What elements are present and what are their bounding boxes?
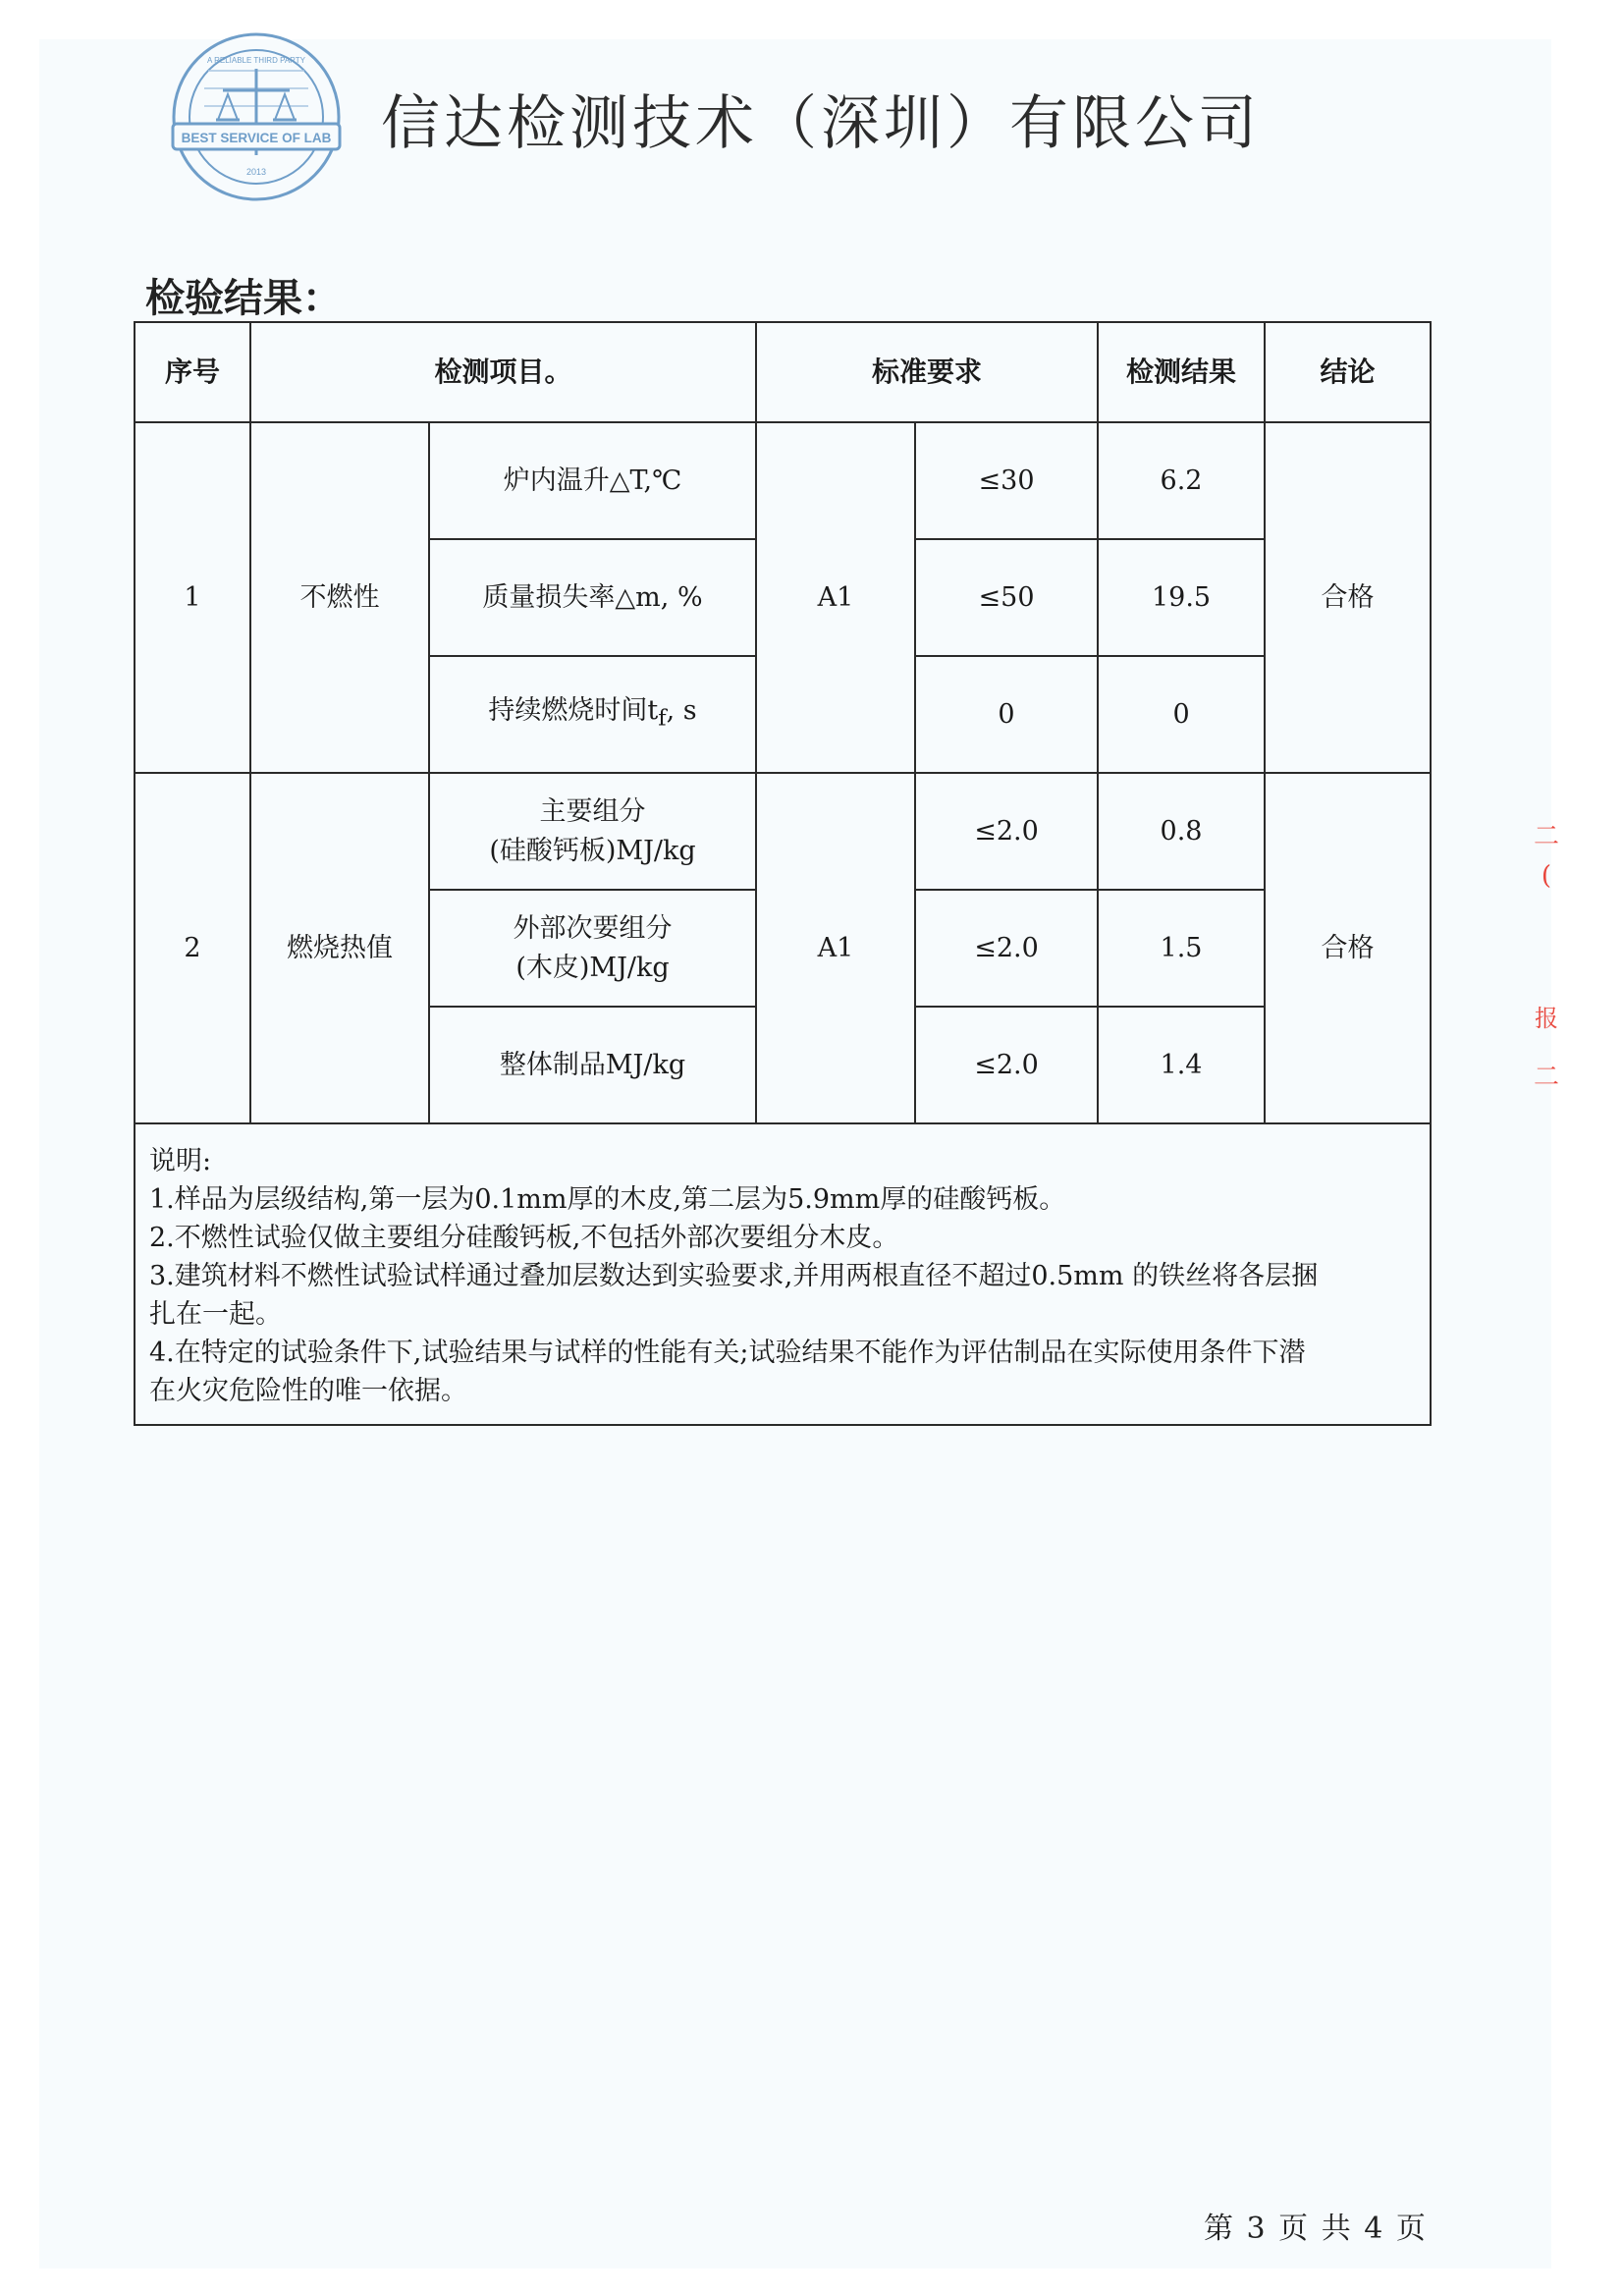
requirement-value: ≤2.0	[915, 773, 1098, 890]
item-label: 炉内温升△T,℃	[429, 422, 756, 539]
logo-arc-text: A RELIABLE THIRD PARTY	[206, 56, 306, 65]
item-label	[429, 890, 756, 1007]
table-header-row	[135, 322, 1431, 422]
notes-cell	[135, 1123, 1431, 1425]
notes-row	[135, 1123, 1431, 1425]
logo-year: 2013	[245, 167, 267, 177]
item-label	[429, 656, 756, 773]
item-label-line2: (硅酸钙板)MJ/kg	[489, 835, 696, 866]
section-title: 检验结果：	[145, 276, 342, 321]
note-line: 3.建筑材料不燃性试验试样通过叠加层数达到实验要求,并用两根直径不超过0.5mm 的铁丝将各层捆	[149, 1261, 1319, 1291]
requirement-value: ≤50	[915, 539, 1098, 656]
seal-char: (	[1541, 861, 1552, 891]
group2-grade: A1	[756, 773, 915, 1123]
notes-title: 说明:	[149, 1146, 212, 1176]
result-value: 1.5	[1098, 890, 1265, 1007]
group2-conclusion: 合格	[1265, 773, 1431, 1123]
header-conclusion: 结论	[1265, 322, 1431, 422]
header-standard: 标准要求	[756, 322, 1098, 422]
note-line: 在火灾危险性的唯一依据。	[149, 1376, 467, 1406]
result-value: 0.8	[1098, 773, 1265, 890]
lab-logo	[169, 29, 344, 204]
note-line: 4.在特定的试验条件下,试验结果与试样的性能有关;试验结果不能作为评估制品在实际使用条件下潜	[149, 1338, 1306, 1368]
item-label-line2: (木皮)MJ/kg	[515, 952, 670, 983]
item-label-main: 持续燃烧时间t	[488, 694, 659, 726]
note-line: 2.不燃性试验仅做主要组分硅酸钙板,不包括外部次要组分木皮。	[149, 1223, 899, 1253]
note-line: 扎在一起。	[149, 1299, 282, 1330]
header-result: 检测结果	[1098, 322, 1265, 422]
company-name: 信达检测技术（深圳）有限公司	[381, 89, 1261, 158]
group2-no: 2	[135, 773, 250, 1123]
group1-no: 1	[135, 422, 250, 773]
result-value: 6.2	[1098, 422, 1265, 539]
note-line: 1.样品为层级结构,第一层为0.1mm厚的木皮,第二层为5.9mm厚的硅酸钙板。	[149, 1184, 1066, 1215]
group1-name: 不燃性	[250, 422, 429, 773]
result-value: 0	[1098, 656, 1265, 773]
header-item: 检测项目。	[250, 322, 756, 422]
group1-conclusion: 合格	[1265, 422, 1431, 773]
header-no: 序号	[135, 322, 250, 422]
item-label: 整体制品MJ/kg	[429, 1007, 756, 1123]
result-value: 1.4	[1098, 1007, 1265, 1123]
seal-char: 二	[1533, 822, 1560, 851]
table-row	[135, 773, 1431, 890]
item-label-line1: 主要组分	[539, 795, 646, 827]
results-table	[134, 321, 1432, 1426]
requirement-value: 0	[915, 656, 1098, 773]
item-label: 质量损失率△m, %	[429, 539, 756, 656]
item-label-subscript: f	[658, 705, 667, 732]
red-seal-fragment	[1532, 815, 1561, 1110]
result-value: 19.5	[1098, 539, 1265, 656]
group2-name: 燃烧热值	[250, 773, 429, 1123]
seal-char: 二	[1533, 1063, 1560, 1092]
table-row	[135, 422, 1431, 539]
group1-grade: A1	[756, 422, 915, 773]
item-label	[429, 773, 756, 890]
requirement-value: ≤30	[915, 422, 1098, 539]
item-label-suffix: , s	[666, 694, 697, 726]
page-number: 第 3 页 共 4 页	[1204, 2212, 1428, 2246]
seal-char: 报	[1535, 1005, 1558, 1032]
item-label-line1: 外部次要组分	[513, 912, 673, 944]
requirement-value: ≤2.0	[915, 1007, 1098, 1123]
requirement-value: ≤2.0	[915, 890, 1098, 1007]
logo-banner-text: BEST SERVICE OF LAB	[181, 131, 332, 145]
